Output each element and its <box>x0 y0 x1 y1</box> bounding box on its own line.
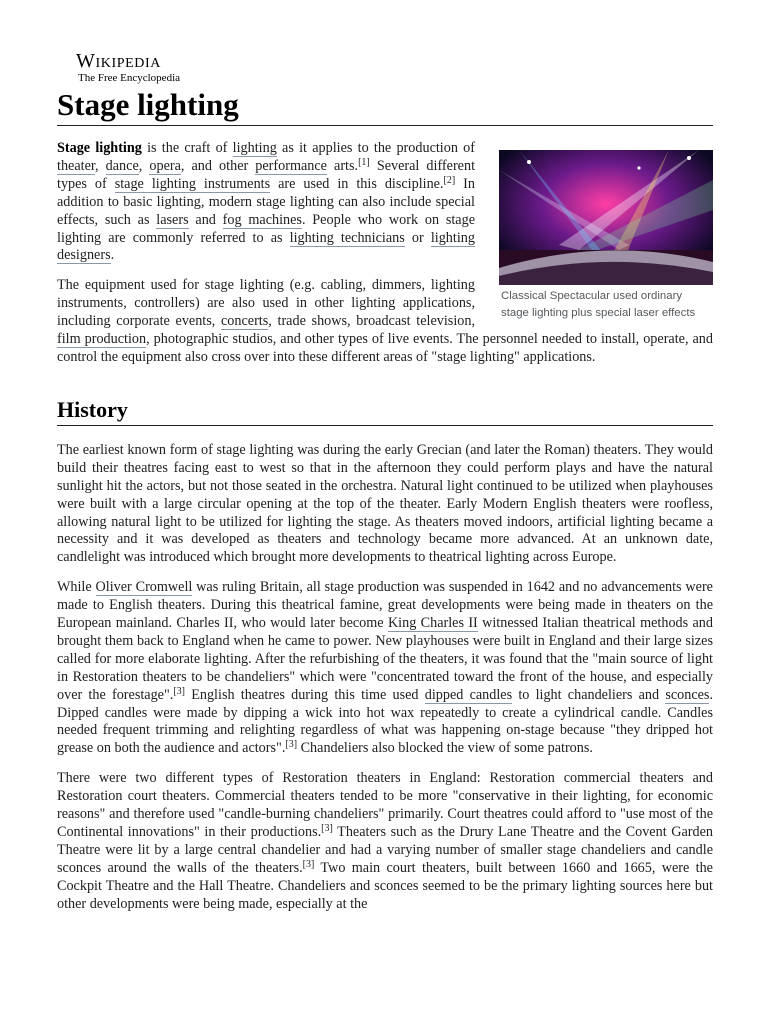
text: is the craft of <box>141 140 233 156</box>
history-paragraph-1: The earliest known form of stage lighting was during the early Grecian (and later the Roman) theaters. They would build their theatres facing east to west so that in the afternoon they could perform plays and have the natural sunlight hit the actors, but not those seated in the orchestra. Natural light continued to be utilized when playhouses were built with a large circular opening at the top of the theater. Early Modern English theaters were roofless, allowing natural light to be utilized for lighting the stage. As theaters moved indoors, artificial lighting became a necessity and it was developed as theaters and technology became more advanced. At an unknown date, candlelight was introduced which brought more developments to theatrical lighting across Europe. <box>57 441 713 566</box>
history-paragraph-3 <box>57 770 713 913</box>
link-opera[interactable]: opera <box>149 157 181 174</box>
text: . Dipped candles were made by dipping a wick into hot wax repeatedly to create a cylindrical candle. Candles needed frequent trimming and relighting regardless of what was happening on-stage because "they dripped hot grease on both the audience and actors". <box>57 686 713 757</box>
link-dipped-candles[interactable]: dipped candles <box>424 686 513 703</box>
text: as it applies to the production of <box>276 140 475 156</box>
link-performance[interactable]: performance <box>255 157 327 174</box>
reference-link[interactable]: [1] <box>358 156 370 168</box>
text: While <box>57 579 96 596</box>
reference-link[interactable]: [2] <box>443 174 456 186</box>
text: or <box>404 229 431 246</box>
text: arts. <box>326 157 359 174</box>
page-title: Stage lighting <box>57 88 713 126</box>
text: Chandeliers also blocked the view of some patrons. <box>297 740 593 757</box>
history-paragraph-2 <box>57 579 713 758</box>
logo-tagline: The Free Encyclopedia <box>78 72 181 84</box>
link-fog-machines[interactable]: fog machines <box>222 211 302 228</box>
thumbnail-figure <box>499 150 713 322</box>
link-stage-lighting-instruments[interactable]: stage lighting instruments <box>114 175 271 192</box>
concert-photo[interactable] <box>499 150 713 285</box>
reference-link[interactable]: [3] <box>173 685 185 697</box>
text: There were two different types of Restoration theaters in England: Restoration commercial theaters and Restoration court theaters. Commercial theaters tended to be more "conservative in their lighting, for economic reasons" and therefore used "candle-burning chandeliers" primarily. Court theatres could afford to "use most of the Continental innovations" in their productions. <box>57 770 713 840</box>
logo-wordmark: Wikipedia <box>76 50 161 72</box>
link-king-charles-ii[interactable]: King Charles II <box>387 615 478 632</box>
text: are used in this discipline. <box>270 175 444 192</box>
text: and <box>188 211 223 228</box>
text: Two main court theaters, built between 1660 and 1665, were the Cockpit Theatre and the Hall Theatre. Chandeliers and sconces seemed to be the primary lighting sources here but other developments were being made, especially at the <box>57 859 713 912</box>
link-lighting-technicians[interactable]: lighting technicians <box>289 229 405 246</box>
bold-term: Stage lighting <box>57 140 142 156</box>
text: , trade shows, broadcast television, <box>268 313 475 330</box>
article <box>57 50 713 926</box>
text: to light chandeliers and <box>512 686 666 703</box>
text: witnessed Italian theatrical methods and brought them back to England when he came to power. New playhouses were built in England and their large sizes called for more elaborate lighting. After the refurbishing of the theaters, it was found that the "main source of light in Restoration theaters to be chandeliers" which were "concentrated toward the front of the house, and especially over the forestage". <box>57 615 713 703</box>
link-film-production[interactable]: film production <box>57 331 147 348</box>
text: . People who work on stage lighting are commonly referred to as <box>57 211 475 246</box>
text: , <box>138 157 150 174</box>
text: , and other <box>180 157 256 174</box>
text: was ruling Britain, all stage production was suspended in 1642 and no advancements were made to English theaters. During this theatrical famine, great developments were being made in theaters on the European mainland. Charles II, who would later become <box>57 579 713 632</box>
text: In addition to basic lighting, modern stage lighting can also include special effects, such as <box>57 175 475 228</box>
reference-link[interactable]: [3] <box>302 858 315 870</box>
link-lighting-designers[interactable]: lighting designers <box>57 229 475 264</box>
text: Theaters such as the Drury Lane Theatre and the Covent Garden Theatre were lit by a large central chandelier and had a varying number of smaller stage chandeliers and candle sconces around the walls of the theaters. <box>57 824 713 876</box>
text: Several different types of <box>57 157 476 192</box>
link-dance[interactable]: dance <box>105 157 139 174</box>
link-concerts[interactable]: concerts <box>221 313 269 330</box>
text: , photographic studios, and other types of live events. The personnel needed to install, operate, and control the equipment also cross over into these different areas of "stage lighting" applications. <box>57 331 713 365</box>
text: English theatres during this time used <box>184 686 425 703</box>
link-theater[interactable]: theater <box>57 157 96 174</box>
figure-caption: Classical Spectacular used ordinary stage lighting plus special laser effects <box>501 290 696 319</box>
reference-link[interactable]: [3] <box>285 739 298 751</box>
text: . <box>110 247 115 264</box>
text: The equipment used for stage lighting (e.g. cabling, dimmers, lighting instruments, controllers) are also used in other lighting applications, including corporate events, <box>57 277 475 330</box>
link-lasers[interactable]: lasers <box>156 211 189 228</box>
link-sconces[interactable]: sconces <box>665 686 710 703</box>
text: , <box>95 157 106 174</box>
wikipedia-logo[interactable] <box>57 50 713 88</box>
section-heading-history: History <box>57 397 713 426</box>
link-oliver-cromwell[interactable]: Oliver Cromwell <box>95 579 193 596</box>
link-lighting[interactable]: lighting <box>232 140 277 156</box>
reference-link[interactable]: [3] <box>321 823 333 834</box>
